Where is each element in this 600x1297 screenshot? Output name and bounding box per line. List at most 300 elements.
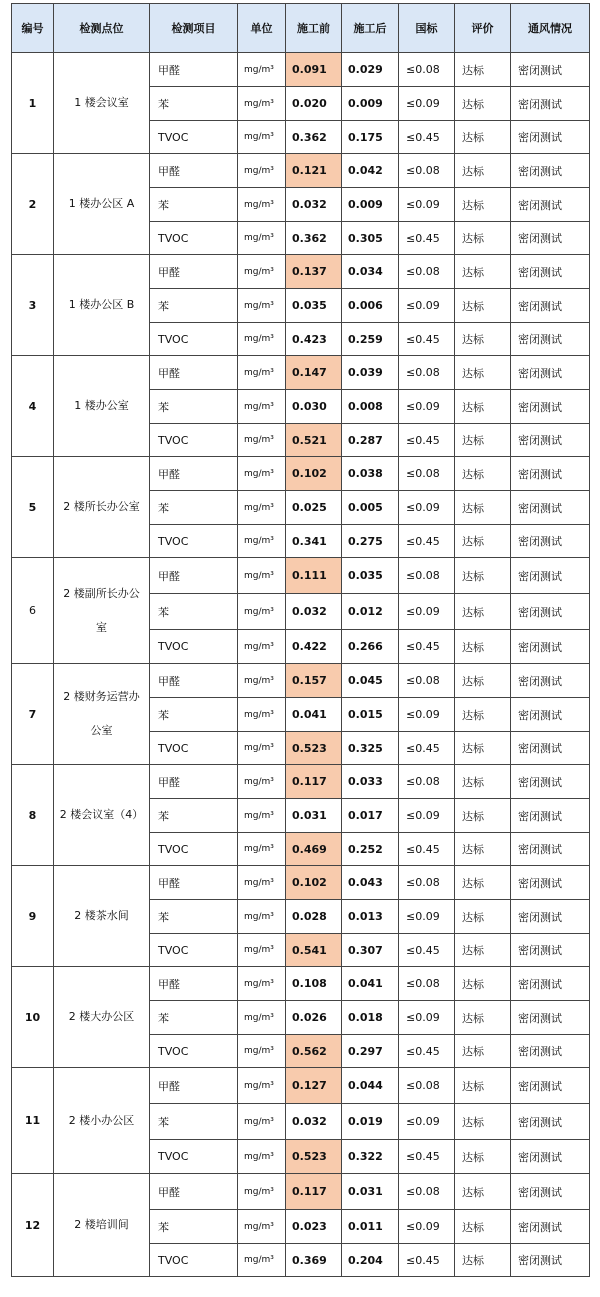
cell-unit: mg/m³ [238, 1174, 286, 1210]
cell-evaluation: 达标 [455, 255, 511, 289]
cell-after: 0.035 [342, 558, 399, 594]
cell-unit: mg/m³ [238, 356, 286, 390]
cell-standard: ≤0.09 [399, 1210, 455, 1244]
cell-before: 0.157 [286, 664, 342, 698]
cell-before: 0.020 [286, 87, 342, 121]
cell-evaluation: 达标 [455, 1174, 511, 1210]
cell-unit: mg/m³ [238, 188, 286, 222]
cell-unit: mg/m³ [238, 698, 286, 732]
cell-id: 4 [12, 356, 54, 457]
cell-evaluation: 达标 [455, 525, 511, 558]
cell-ventilation: 密闭测试 [511, 1068, 590, 1104]
cell-standard: ≤0.08 [399, 356, 455, 390]
cell-after: 0.039 [342, 356, 399, 390]
table-row [12, 255, 590, 289]
cell-standard: ≤0.45 [399, 1244, 455, 1277]
cell-item: TVOC [150, 1244, 238, 1277]
cell-standard: ≤0.45 [399, 732, 455, 765]
cell-unit: mg/m³ [238, 799, 286, 833]
cell-standard: ≤0.08 [399, 53, 455, 87]
cell-item: TVOC [150, 833, 238, 866]
cell-location: 1 楼办公区 B [54, 255, 150, 356]
cell-evaluation: 达标 [455, 1035, 511, 1068]
header-id: 编号 [12, 4, 54, 53]
cell-item: TVOC [150, 222, 238, 255]
cell-standard: ≤0.08 [399, 866, 455, 900]
cell-item: 甲醛 [150, 967, 238, 1001]
cell-unit: mg/m³ [238, 457, 286, 491]
cell-item: 苯 [150, 594, 238, 630]
cell-item: TVOC [150, 525, 238, 558]
cell-item: 甲醛 [150, 1174, 238, 1210]
cell-ventilation: 密闭测试 [511, 1244, 590, 1277]
cell-evaluation: 达标 [455, 630, 511, 664]
cell-standard: ≤0.45 [399, 323, 455, 356]
cell-after: 0.045 [342, 664, 399, 698]
cell-after: 0.031 [342, 1174, 399, 1210]
cell-after: 0.033 [342, 765, 399, 799]
cell-ventilation: 密闭测试 [511, 525, 590, 558]
cell-before: 0.111 [286, 558, 342, 594]
cell-evaluation: 达标 [455, 664, 511, 698]
header-after: 施工后 [342, 4, 399, 53]
cell-item: TVOC [150, 323, 238, 356]
table-row [12, 53, 590, 87]
cell-evaluation: 达标 [455, 222, 511, 255]
cell-item: TVOC [150, 934, 238, 967]
cell-before: 0.032 [286, 188, 342, 222]
cell-unit: mg/m³ [238, 765, 286, 799]
cell-ventilation: 密闭测试 [511, 457, 590, 491]
cell-ventilation: 密闭测试 [511, 900, 590, 934]
cell-evaluation: 达标 [455, 934, 511, 967]
cell-id: 7 [12, 664, 54, 765]
cell-before: 0.028 [286, 900, 342, 934]
cell-standard: ≤0.08 [399, 255, 455, 289]
cell-location: 2 楼副所长办公室 [54, 558, 150, 664]
cell-unit: mg/m³ [238, 630, 286, 664]
cell-ventilation: 密闭测试 [511, 1104, 590, 1140]
cell-standard: ≤0.09 [399, 289, 455, 323]
cell-evaluation: 达标 [455, 1210, 511, 1244]
cell-ventilation: 密闭测试 [511, 594, 590, 630]
cell-ventilation: 密闭测试 [511, 1035, 590, 1068]
cell-evaluation: 达标 [455, 765, 511, 799]
cell-id: 5 [12, 457, 54, 558]
cell-unit: mg/m³ [238, 154, 286, 188]
cell-standard: ≤0.09 [399, 1104, 455, 1140]
cell-item: 甲醛 [150, 457, 238, 491]
cell-evaluation: 达标 [455, 491, 511, 525]
cell-ventilation: 密闭测试 [511, 1174, 590, 1210]
cell-standard: ≤0.08 [399, 1174, 455, 1210]
cell-before: 0.121 [286, 154, 342, 188]
cell-before: 0.147 [286, 356, 342, 390]
cell-ventilation: 密闭测试 [511, 866, 590, 900]
cell-unit: mg/m³ [238, 1001, 286, 1035]
table-row [12, 558, 590, 594]
cell-item: 苯 [150, 698, 238, 732]
cell-ventilation: 密闭测试 [511, 222, 590, 255]
cell-standard: ≤0.08 [399, 154, 455, 188]
header-item: 检测项目 [150, 4, 238, 53]
cell-evaluation: 达标 [455, 799, 511, 833]
cell-unit: mg/m³ [238, 934, 286, 967]
cell-ventilation: 密闭测试 [511, 323, 590, 356]
cell-before: 0.041 [286, 698, 342, 732]
cell-before: 0.091 [286, 53, 342, 87]
air-quality-test-table [11, 3, 590, 1277]
cell-evaluation: 达标 [455, 289, 511, 323]
cell-before: 0.102 [286, 457, 342, 491]
cell-evaluation: 达标 [455, 698, 511, 732]
cell-before: 0.362 [286, 222, 342, 255]
cell-before: 0.117 [286, 1174, 342, 1210]
cell-unit: mg/m³ [238, 390, 286, 424]
cell-ventilation: 密闭测试 [511, 967, 590, 1001]
cell-standard: ≤0.45 [399, 833, 455, 866]
cell-id: 10 [12, 967, 54, 1068]
cell-evaluation: 达标 [455, 833, 511, 866]
cell-item: 苯 [150, 87, 238, 121]
cell-item: 甲醛 [150, 664, 238, 698]
table-body [12, 53, 590, 1277]
cell-id: 12 [12, 1174, 54, 1277]
cell-before: 0.341 [286, 525, 342, 558]
cell-after: 0.009 [342, 188, 399, 222]
cell-standard: ≤0.45 [399, 424, 455, 457]
table-row [12, 154, 590, 188]
cell-after: 0.297 [342, 1035, 399, 1068]
cell-after: 0.275 [342, 525, 399, 558]
cell-unit: mg/m³ [238, 732, 286, 765]
cell-item: 甲醛 [150, 154, 238, 188]
header-standard: 国标 [399, 4, 455, 53]
cell-standard: ≤0.45 [399, 222, 455, 255]
cell-after: 0.041 [342, 967, 399, 1001]
cell-ventilation: 密闭测试 [511, 289, 590, 323]
cell-evaluation: 达标 [455, 594, 511, 630]
cell-ventilation: 密闭测试 [511, 255, 590, 289]
header-unit: 单位 [238, 4, 286, 53]
cell-item: TVOC [150, 630, 238, 664]
cell-before: 0.031 [286, 799, 342, 833]
cell-item: 苯 [150, 491, 238, 525]
cell-after: 0.287 [342, 424, 399, 457]
cell-before: 0.032 [286, 594, 342, 630]
cell-after: 0.322 [342, 1140, 399, 1174]
cell-before: 0.035 [286, 289, 342, 323]
cell-item: 甲醛 [150, 866, 238, 900]
cell-ventilation: 密闭测试 [511, 121, 590, 154]
cell-before: 0.422 [286, 630, 342, 664]
cell-evaluation: 达标 [455, 87, 511, 121]
cell-before: 0.362 [286, 121, 342, 154]
cell-id: 8 [12, 765, 54, 866]
cell-after: 0.029 [342, 53, 399, 87]
cell-id: 9 [12, 866, 54, 967]
cell-standard: ≤0.45 [399, 121, 455, 154]
cell-ventilation: 密闭测试 [511, 154, 590, 188]
cell-location: 1 楼办公室 [54, 356, 150, 457]
cell-id: 3 [12, 255, 54, 356]
cell-unit: mg/m³ [238, 222, 286, 255]
cell-unit: mg/m³ [238, 664, 286, 698]
cell-after: 0.266 [342, 630, 399, 664]
cell-location: 2 楼大办公区 [54, 967, 150, 1068]
cell-evaluation: 达标 [455, 558, 511, 594]
cell-ventilation: 密闭测试 [511, 491, 590, 525]
cell-evaluation: 达标 [455, 900, 511, 934]
cell-after: 0.044 [342, 1068, 399, 1104]
header-location: 检测点位 [54, 4, 150, 53]
cell-unit: mg/m³ [238, 87, 286, 121]
cell-standard: ≤0.09 [399, 87, 455, 121]
cell-item: TVOC [150, 121, 238, 154]
cell-ventilation: 密闭测试 [511, 732, 590, 765]
cell-after: 0.005 [342, 491, 399, 525]
table-row [12, 765, 590, 799]
cell-after: 0.017 [342, 799, 399, 833]
cell-item: 苯 [150, 1210, 238, 1244]
cell-unit: mg/m³ [238, 866, 286, 900]
cell-unit: mg/m³ [238, 1104, 286, 1140]
cell-ventilation: 密闭测试 [511, 799, 590, 833]
cell-location: 2 楼财务运营办公室 [54, 664, 150, 765]
cell-after: 0.019 [342, 1104, 399, 1140]
cell-before: 0.102 [286, 866, 342, 900]
cell-unit: mg/m³ [238, 1210, 286, 1244]
cell-item: 苯 [150, 799, 238, 833]
cell-after: 0.006 [342, 289, 399, 323]
cell-item: 甲醛 [150, 255, 238, 289]
cell-after: 0.307 [342, 934, 399, 967]
cell-evaluation: 达标 [455, 1068, 511, 1104]
cell-evaluation: 达标 [455, 866, 511, 900]
cell-standard: ≤0.45 [399, 630, 455, 664]
cell-evaluation: 达标 [455, 1104, 511, 1140]
cell-before: 0.108 [286, 967, 342, 1001]
cell-ventilation: 密闭测试 [511, 833, 590, 866]
cell-standard: ≤0.09 [399, 491, 455, 525]
table-row [12, 457, 590, 491]
cell-standard: ≤0.09 [399, 799, 455, 833]
cell-item: 甲醛 [150, 765, 238, 799]
cell-after: 0.325 [342, 732, 399, 765]
cell-standard: ≤0.09 [399, 188, 455, 222]
cell-item: 苯 [150, 289, 238, 323]
cell-standard: ≤0.08 [399, 1068, 455, 1104]
cell-ventilation: 密闭测试 [511, 53, 590, 87]
cell-evaluation: 达标 [455, 323, 511, 356]
cell-before: 0.523 [286, 732, 342, 765]
cell-unit: mg/m³ [238, 289, 286, 323]
header-before: 施工前 [286, 4, 342, 53]
cell-unit: mg/m³ [238, 491, 286, 525]
cell-id: 6 [12, 558, 54, 664]
cell-item: 甲醛 [150, 558, 238, 594]
table-row [12, 866, 590, 900]
cell-ventilation: 密闭测试 [511, 1001, 590, 1035]
cell-unit: mg/m³ [238, 900, 286, 934]
cell-after: 0.038 [342, 457, 399, 491]
cell-after: 0.015 [342, 698, 399, 732]
cell-unit: mg/m³ [238, 424, 286, 457]
cell-ventilation: 密闭测试 [511, 934, 590, 967]
cell-ventilation: 密闭测试 [511, 188, 590, 222]
cell-standard: ≤0.09 [399, 900, 455, 934]
cell-location: 2 楼培训间 [54, 1174, 150, 1277]
cell-standard: ≤0.45 [399, 525, 455, 558]
table-row [12, 1068, 590, 1104]
cell-ventilation: 密闭测试 [511, 698, 590, 732]
cell-ventilation: 密闭测试 [511, 87, 590, 121]
cell-item: 甲醛 [150, 356, 238, 390]
cell-id: 11 [12, 1068, 54, 1174]
cell-standard: ≤0.08 [399, 765, 455, 799]
cell-ventilation: 密闭测试 [511, 424, 590, 457]
cell-after: 0.012 [342, 594, 399, 630]
cell-ventilation: 密闭测试 [511, 558, 590, 594]
table-row [12, 1174, 590, 1210]
cell-unit: mg/m³ [238, 1068, 286, 1104]
cell-before: 0.026 [286, 1001, 342, 1035]
cell-evaluation: 达标 [455, 424, 511, 457]
cell-before: 0.117 [286, 765, 342, 799]
cell-item: 苯 [150, 900, 238, 934]
cell-after: 0.252 [342, 833, 399, 866]
cell-after: 0.009 [342, 87, 399, 121]
cell-item: TVOC [150, 1140, 238, 1174]
cell-unit: mg/m³ [238, 53, 286, 87]
cell-unit: mg/m³ [238, 833, 286, 866]
cell-evaluation: 达标 [455, 390, 511, 424]
table-row [12, 967, 590, 1001]
cell-before: 0.469 [286, 833, 342, 866]
cell-standard: ≤0.45 [399, 1035, 455, 1068]
cell-after: 0.259 [342, 323, 399, 356]
cell-unit: mg/m³ [238, 967, 286, 1001]
cell-after: 0.043 [342, 866, 399, 900]
cell-item: TVOC [150, 424, 238, 457]
cell-evaluation: 达标 [455, 1244, 511, 1277]
cell-after: 0.204 [342, 1244, 399, 1277]
cell-before: 0.521 [286, 424, 342, 457]
cell-evaluation: 达标 [455, 154, 511, 188]
header-ventilation: 通风情况 [511, 4, 590, 53]
cell-after: 0.013 [342, 900, 399, 934]
cell-before: 0.137 [286, 255, 342, 289]
cell-item: 甲醛 [150, 53, 238, 87]
table-row [12, 356, 590, 390]
cell-unit: mg/m³ [238, 255, 286, 289]
cell-standard: ≤0.09 [399, 390, 455, 424]
cell-evaluation: 达标 [455, 967, 511, 1001]
cell-item: TVOC [150, 732, 238, 765]
cell-ventilation: 密闭测试 [511, 356, 590, 390]
cell-ventilation: 密闭测试 [511, 664, 590, 698]
cell-after: 0.034 [342, 255, 399, 289]
cell-before: 0.032 [286, 1104, 342, 1140]
cell-location: 2 楼茶水间 [54, 866, 150, 967]
cell-standard: ≤0.45 [399, 934, 455, 967]
cell-location: 2 楼小办公区 [54, 1068, 150, 1174]
cell-standard: ≤0.09 [399, 698, 455, 732]
cell-after: 0.018 [342, 1001, 399, 1035]
cell-ventilation: 密闭测试 [511, 630, 590, 664]
cell-id: 1 [12, 53, 54, 154]
cell-item: 甲醛 [150, 1068, 238, 1104]
cell-ventilation: 密闭测试 [511, 765, 590, 799]
cell-ventilation: 密闭测试 [511, 1210, 590, 1244]
cell-unit: mg/m³ [238, 323, 286, 356]
cell-evaluation: 达标 [455, 188, 511, 222]
cell-standard: ≤0.08 [399, 664, 455, 698]
cell-unit: mg/m³ [238, 1035, 286, 1068]
cell-item: 苯 [150, 1001, 238, 1035]
cell-before: 0.025 [286, 491, 342, 525]
cell-after: 0.011 [342, 1210, 399, 1244]
cell-standard: ≤0.08 [399, 967, 455, 1001]
header-evaluation: 评价 [455, 4, 511, 53]
cell-ventilation: 密闭测试 [511, 390, 590, 424]
header-row [12, 4, 590, 53]
cell-unit: mg/m³ [238, 1140, 286, 1174]
cell-standard: ≤0.09 [399, 1001, 455, 1035]
cell-ventilation: 密闭测试 [511, 1140, 590, 1174]
cell-after: 0.008 [342, 390, 399, 424]
cell-item: 苯 [150, 1104, 238, 1140]
cell-item: 苯 [150, 390, 238, 424]
cell-evaluation: 达标 [455, 732, 511, 765]
cell-evaluation: 达标 [455, 457, 511, 491]
cell-before: 0.127 [286, 1068, 342, 1104]
cell-unit: mg/m³ [238, 594, 286, 630]
cell-unit: mg/m³ [238, 558, 286, 594]
cell-evaluation: 达标 [455, 1001, 511, 1035]
cell-after: 0.305 [342, 222, 399, 255]
cell-evaluation: 达标 [455, 53, 511, 87]
cell-before: 0.541 [286, 934, 342, 967]
cell-location: 2 楼会议室（4） [54, 765, 150, 866]
table-row [12, 664, 590, 698]
cell-before: 0.523 [286, 1140, 342, 1174]
cell-location: 2 楼所长办公室 [54, 457, 150, 558]
cell-evaluation: 达标 [455, 1140, 511, 1174]
cell-standard: ≤0.08 [399, 558, 455, 594]
cell-evaluation: 达标 [455, 356, 511, 390]
cell-unit: mg/m³ [238, 121, 286, 154]
cell-location: 1 楼会议室 [54, 53, 150, 154]
cell-before: 0.562 [286, 1035, 342, 1068]
cell-location: 1 楼办公区 A [54, 154, 150, 255]
cell-before: 0.423 [286, 323, 342, 356]
cell-after: 0.175 [342, 121, 399, 154]
cell-before: 0.023 [286, 1210, 342, 1244]
cell-unit: mg/m³ [238, 525, 286, 558]
cell-standard: ≤0.08 [399, 457, 455, 491]
cell-before: 0.030 [286, 390, 342, 424]
cell-item: TVOC [150, 1035, 238, 1068]
cell-unit: mg/m³ [238, 1244, 286, 1277]
cell-before: 0.369 [286, 1244, 342, 1277]
cell-id: 2 [12, 154, 54, 255]
cell-after: 0.042 [342, 154, 399, 188]
cell-evaluation: 达标 [455, 121, 511, 154]
cell-standard: ≤0.09 [399, 594, 455, 630]
cell-standard: ≤0.45 [399, 1140, 455, 1174]
cell-item: 苯 [150, 188, 238, 222]
